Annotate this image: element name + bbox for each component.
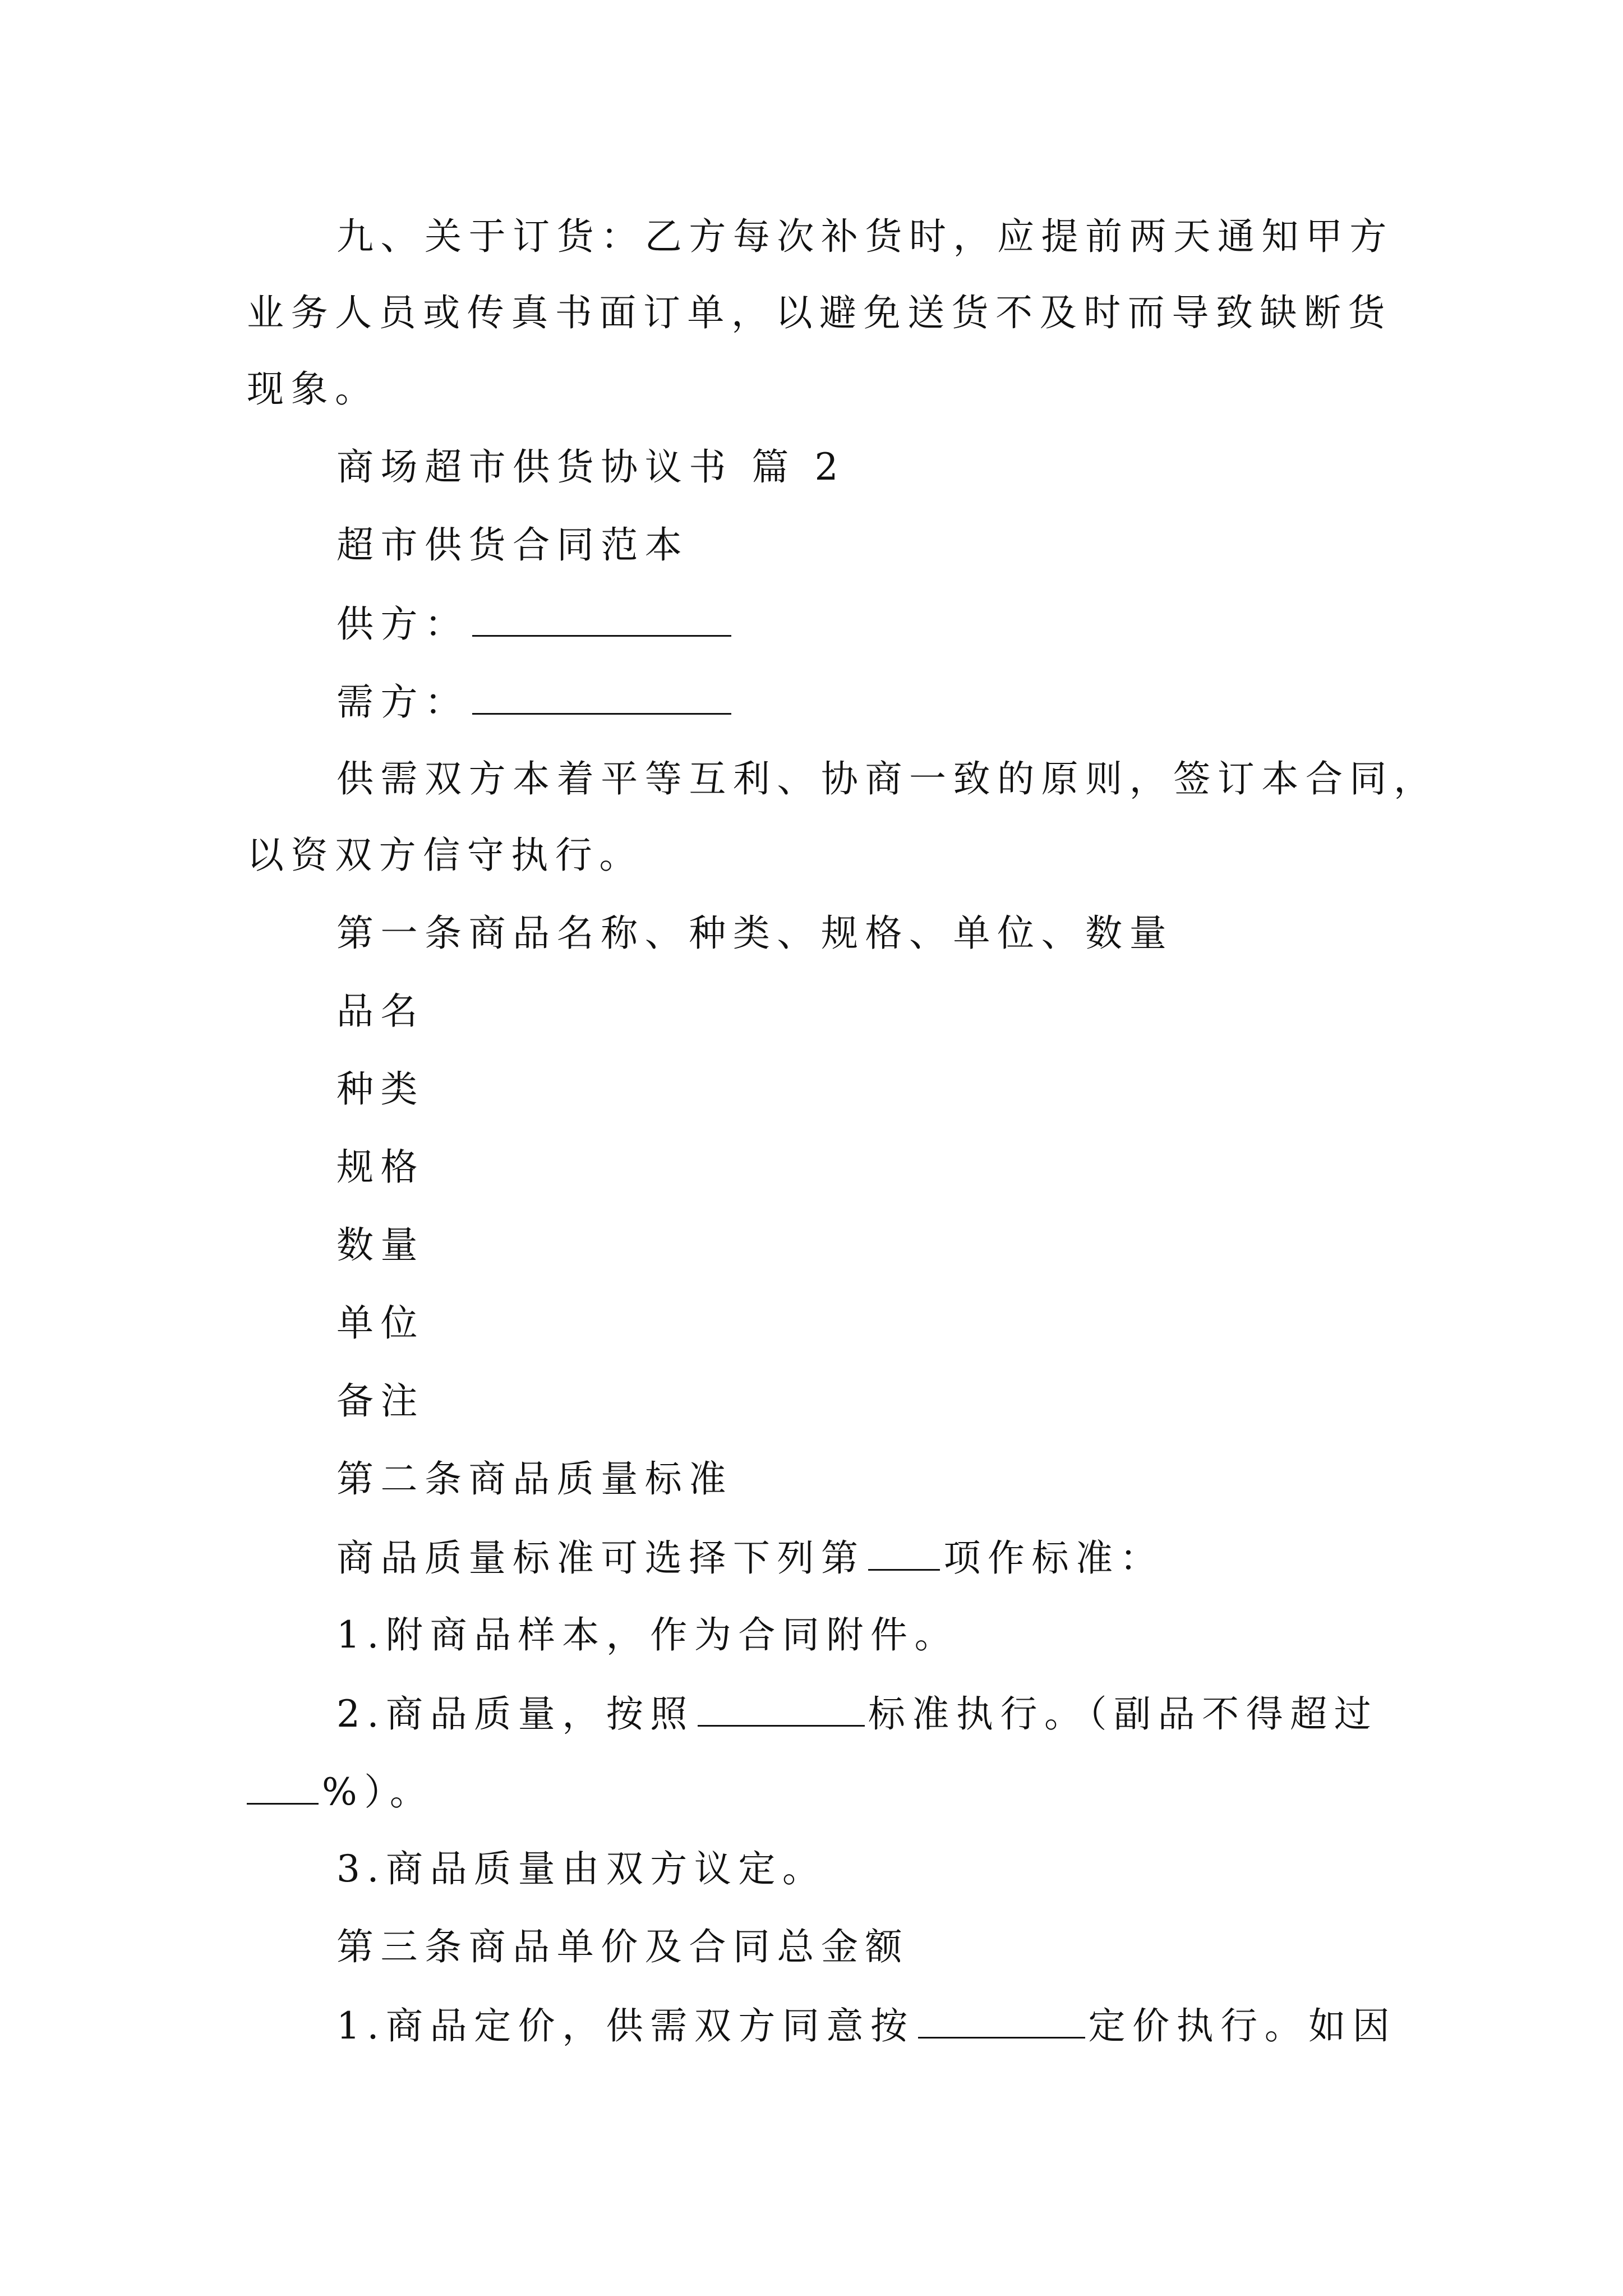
- article-1-heading: 第一条商品名称、种类、规格、单位、数量: [336, 912, 1174, 955]
- field-remarks: 备注: [336, 1379, 425, 1423]
- supplier-field: [336, 598, 735, 650]
- field-quantity: 数量: [336, 1223, 425, 1267]
- percent-suffix: %）。: [322, 1770, 434, 1814]
- buyer-label: 需方：: [336, 680, 469, 724]
- pricing-before: 1.商品定价，供需双方同意按: [336, 2004, 915, 2047]
- percent-blank: [247, 1766, 319, 1805]
- paragraph-ordering-line1: 九、关于订货：乙方每次补货时，应提前两天通知甲方: [336, 215, 1394, 258]
- field-specification: 规格: [336, 1145, 425, 1189]
- supplier-blank: [472, 598, 731, 637]
- article-3-heading: 第三条商品单价及合同总金额: [336, 1925, 910, 1968]
- buyer-field: [336, 676, 735, 728]
- contract-title: 超市供货合同范本: [336, 523, 689, 567]
- quality-option-blank: [868, 1532, 940, 1571]
- pricing-item-1: [336, 2000, 1396, 2051]
- quality-item-1: 1.附商品样本，作为合同附件。: [336, 1613, 959, 1657]
- quality-option-after: 项作标准：: [943, 1536, 1164, 1580]
- field-product-name: 品名: [336, 990, 425, 1033]
- pricing-after: 定价执行。如因: [1088, 2004, 1397, 2047]
- preamble-line1: 供需双方本着平等互利、协商一致的原则，签订本合同，: [336, 757, 1438, 800]
- quality-standard-blank: [698, 1688, 865, 1727]
- supplier-label: 供方：: [336, 602, 469, 646]
- quality-standard-option: [336, 1532, 1164, 1584]
- pricing-blank: [918, 2000, 1085, 2039]
- field-unit: 单位: [336, 1301, 425, 1345]
- paragraph-ordering-line2: 业务人员或传真书面订单，以避免送货不及时而导致缺断货: [247, 291, 1393, 334]
- preamble-line2: 以资双方信守执行。: [247, 834, 643, 877]
- quality-item-2-after: 标准执行。（副品不得超过: [868, 1692, 1378, 1736]
- quality-item-2-before: 2.商品质量，按照: [336, 1692, 694, 1736]
- quality-item-2-continued: [247, 1766, 434, 1818]
- quality-item-2: [336, 1688, 1378, 1740]
- quality-option-before: 商品质量标准可选择下列第: [336, 1536, 865, 1580]
- quality-item-3: 3.商品质量由双方议定。: [336, 1847, 827, 1890]
- article-2-heading: 第二条商品质量标准: [336, 1457, 733, 1501]
- paragraph-ordering-line3: 现象。: [247, 367, 379, 411]
- field-category: 种类: [336, 1068, 425, 1111]
- buyer-blank: [472, 676, 731, 715]
- section-heading: 商场超市供货协议书 篇 2: [336, 445, 845, 489]
